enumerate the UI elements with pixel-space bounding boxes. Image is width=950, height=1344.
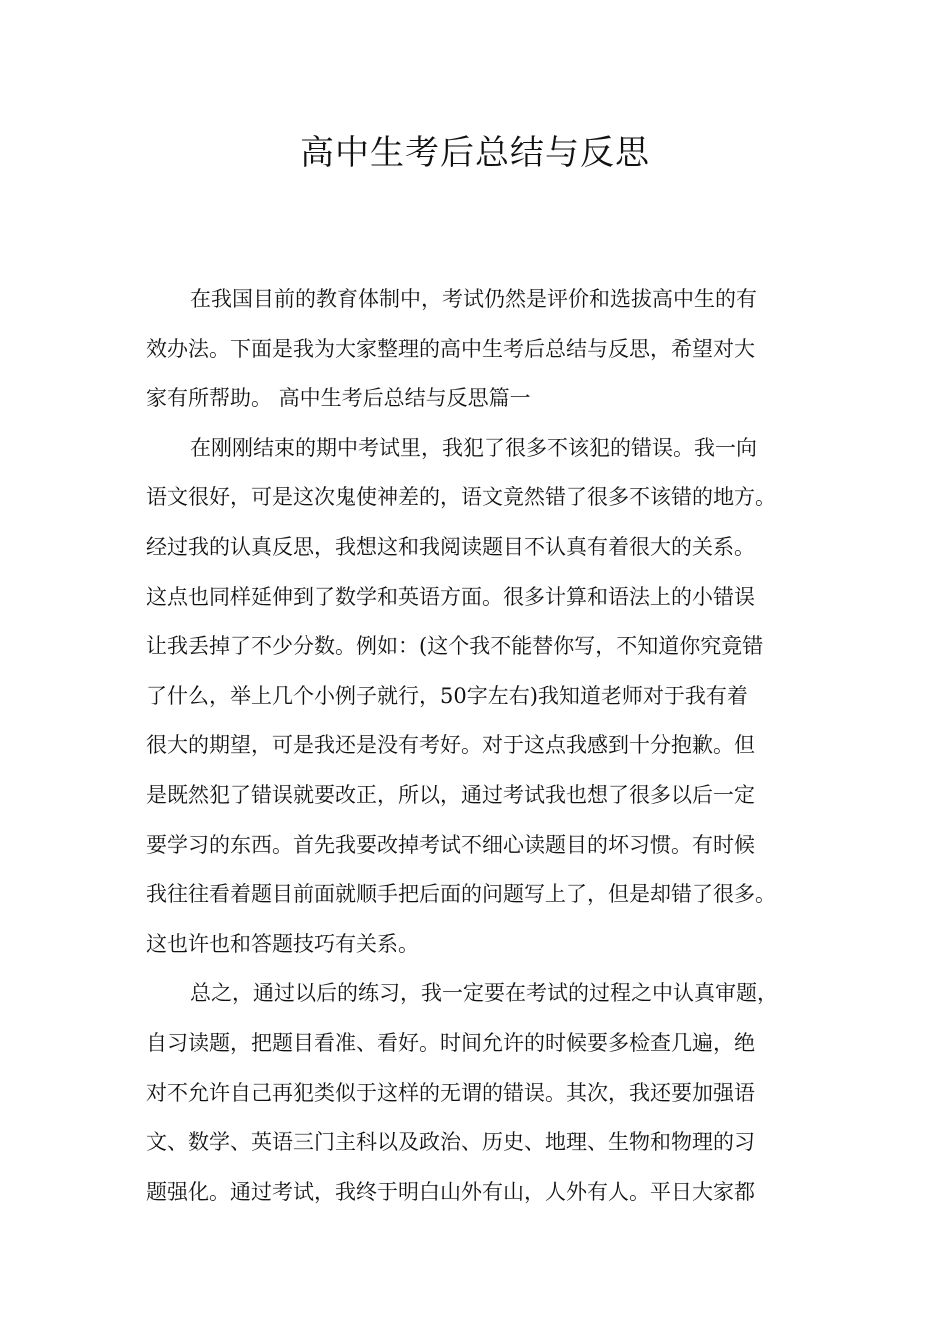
paragraph-line: 题强化。通过考试，我终于明白山外有山，人外有人。平日大家都: [146, 1179, 755, 1204]
paragraph-line: 语文很好，可是这次鬼使神差的，语文竟然错了很多不该错的地方。: [146, 485, 776, 510]
paragraph-line: 了什么，举上几个小例子就行，50字左右)我知道老师对于我有着: [146, 683, 748, 708]
paragraph-line: 是既然犯了错误就要改正，所以，通过考试我也想了很多以后一定: [146, 782, 755, 807]
paragraph-line: 很大的期望，可是我还是没有考好。对于这点我感到十分抱歉。但: [146, 733, 755, 758]
paragraph-line: 自习读题，把题目看准、看好。时间允许的时候要多检查几遍，绝: [146, 1030, 755, 1055]
paragraph-line: 总之，通过以后的练习，我一定要在考试的过程之中认真审题，: [190, 981, 778, 1006]
paragraph-line: 我往往看着题目前面就顺手把后面的问题写上了，但是却错了很多。: [146, 882, 776, 907]
paragraph-line: 要学习的东西。首先我要改掉考试不细心读题目的坏习惯。有时候: [146, 832, 755, 857]
paragraph-line: 让我丢掉了不少分数。例如：(这个我不能替你写，不知道你究竟错: [146, 634, 764, 659]
paragraph-line: 这点也同样延伸到了数学和英语方面。很多计算和语法上的小错误: [146, 584, 755, 609]
paragraph-line: 在我国目前的教育体制中，考试仍然是评价和选拔高中生的有: [190, 287, 757, 311]
paragraph-line: 这也许也和答题技巧有关系。: [146, 931, 419, 956]
paragraph-line: 文、数学、英语三门主科以及政治、历史、地理、生物和物理的习: [146, 1130, 755, 1155]
paragraph-line: 家有所帮助。 高中生考后总结与反思篇一: [146, 386, 531, 411]
paragraph-line: 经过我的认真反思，我想这和我阅读题目不认真有着很大的关系。: [146, 534, 755, 559]
document-body: [146, 275, 806, 1217]
document-title: 高中生考后总结与反思: [300, 133, 650, 173]
paragraph-line: 效办法。下面是我为大家整理的高中生考后总结与反思，希望对大: [146, 336, 755, 361]
paragraph-line: 对不允许自己再犯类似于这样的无谓的错误。其次，我还要加强语: [146, 1080, 755, 1105]
paragraph-line: 在刚刚结束的期中考试里，我犯了很多不该犯的错误。我一向: [190, 435, 757, 460]
